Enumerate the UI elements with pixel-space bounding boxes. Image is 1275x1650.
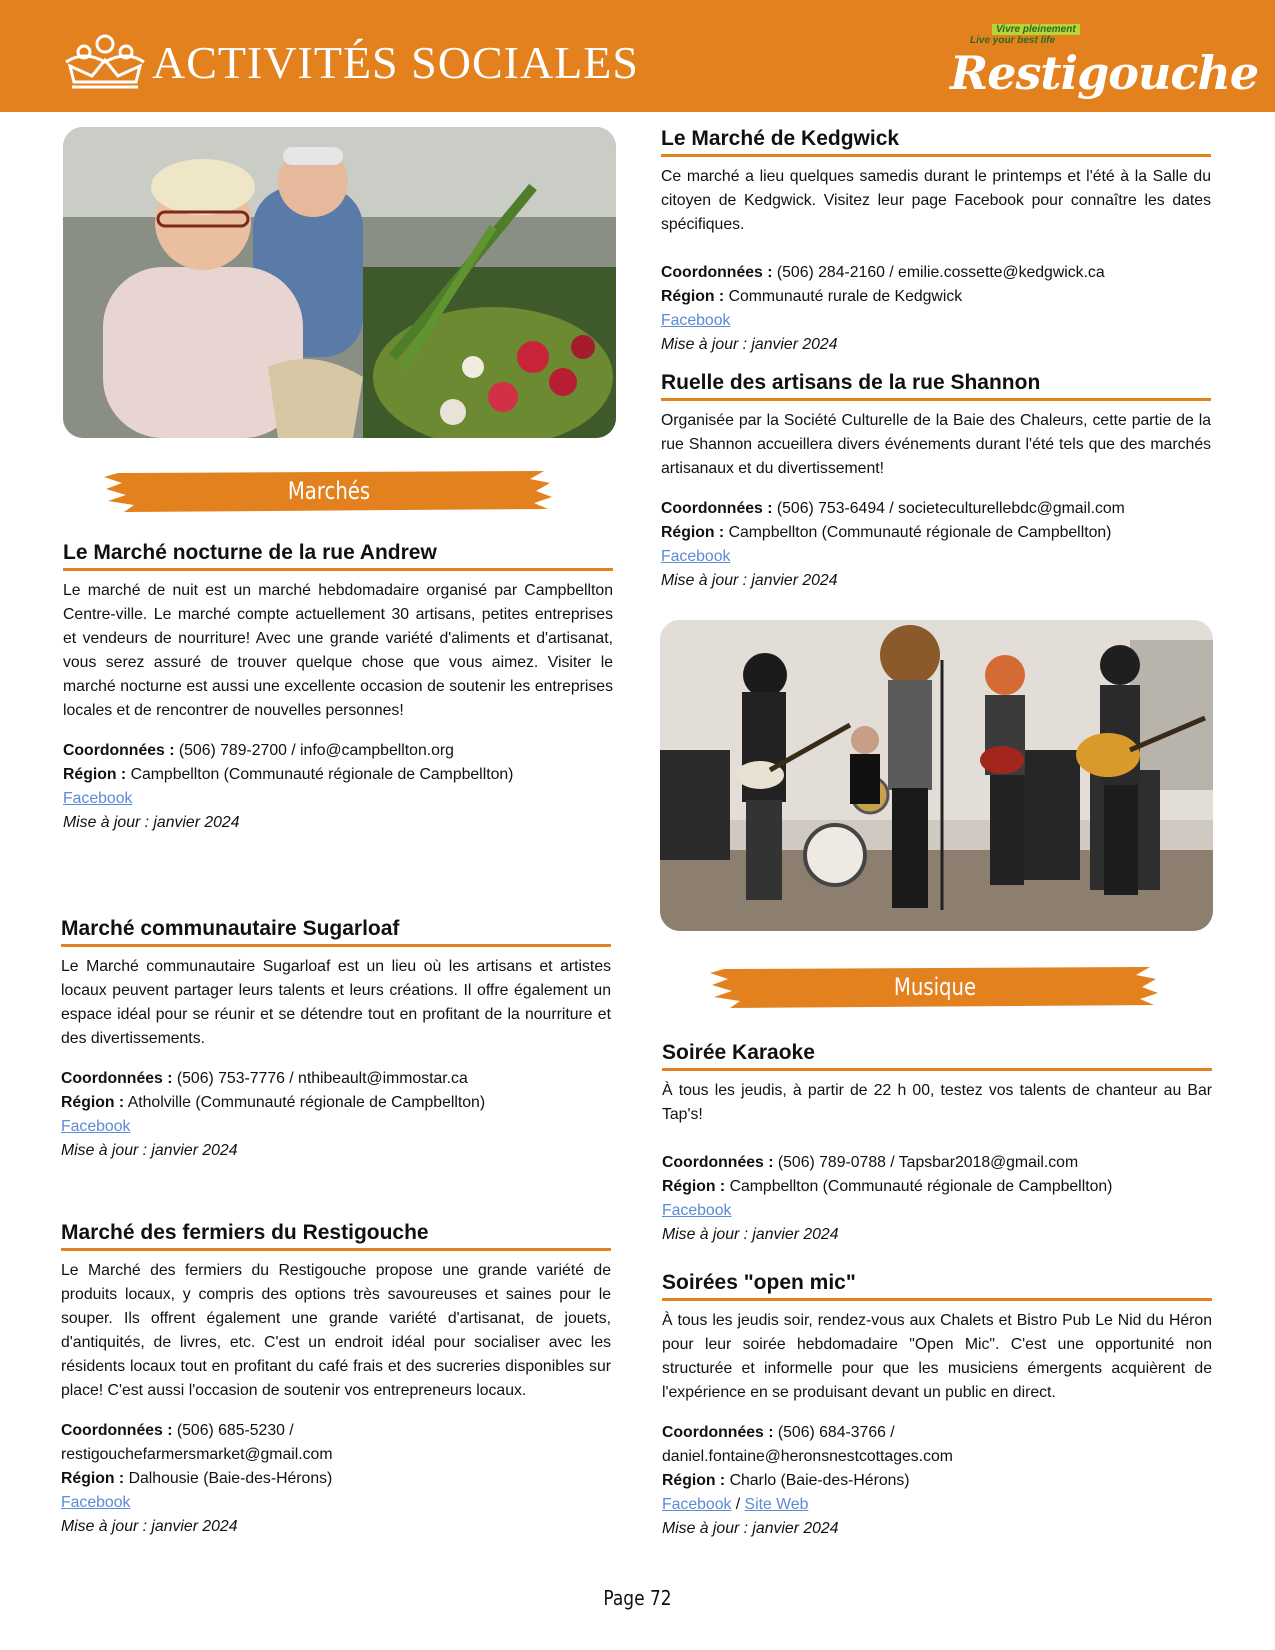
region-value: Communauté rurale de Kedgwick <box>728 288 963 305</box>
update-date: Mise à jour : janvier 2024 <box>61 1518 238 1535</box>
region-value: Dalhousie (Baie-des-Hérons) <box>128 1470 333 1487</box>
page-title: ACTIVITÉS SOCIALES <box>152 37 639 88</box>
brand-tagline-en: Live your best life <box>970 35 1056 46</box>
update-date: Mise à jour : janvier 2024 <box>662 1226 839 1243</box>
coords-value: (506) 685-5230 / <box>176 1422 294 1439</box>
update-date: Mise à jour : janvier 2024 <box>63 814 240 831</box>
entry-title: Soirée Karaoke <box>662 1040 1212 1071</box>
coords-value: (506) 789-2700 / info@campbellton.org <box>178 742 454 759</box>
update-date: Mise à jour : janvier 2024 <box>662 1520 839 1537</box>
region-value: Campbellton (Communauté régionale de Campbellton) <box>130 766 514 783</box>
entry-description: Organisée par la Société Culturelle de la Baie des Chaleurs, cette partie de la rue Shannon accueillera divers événements durant l'été tels que des marchés artisanaux et du divertissement! <box>661 412 1211 477</box>
page-number: Page 72 <box>603 1586 672 1610</box>
facebook-link[interactable]: Facebook <box>662 1496 732 1513</box>
email-value: restigouchefarmersmarket@gmail.com <box>61 1446 333 1463</box>
coords-value: (506) 284-2160 / emilie.cossette@kedgwick.ca <box>776 264 1105 281</box>
entry-contact <box>662 1151 1212 1175</box>
coords-label: Coordonnées : <box>61 1070 173 1087</box>
entry-title: Ruelle des artisans de la rue Shannon <box>661 370 1211 401</box>
coords-value: (506) 789-0788 / Tapsbar2018@gmail.com <box>777 1154 1079 1171</box>
coords-label: Coordonnées : <box>662 1154 774 1171</box>
brand-tagline-fr: Vivre pleinement <box>992 24 1080 35</box>
entry-title: Le Marché de Kedgwick <box>661 126 1211 157</box>
website-link[interactable]: Site Web <box>744 1496 809 1513</box>
coords-label: Coordonnées : <box>661 264 773 281</box>
entry-description: À tous les jeudis, à partir de 22 h 00, testez vos talents de chanteur au Bar Tap's! <box>662 1082 1212 1123</box>
brand-name: Restigouche <box>950 46 1259 100</box>
coords-value: (506) 753-7776 / nthibeault@immostar.ca <box>176 1070 468 1087</box>
coords-value: (506) 684-3766 / <box>777 1424 895 1441</box>
region-label: Région : <box>661 524 725 541</box>
entry-region <box>661 521 1211 545</box>
region-label: Région : <box>662 1472 726 1489</box>
entry-title: Le Marché nocturne de la rue Andrew <box>63 540 613 571</box>
section-title-music: Musique <box>893 973 977 1001</box>
entry-marche-fermiers <box>61 1220 611 1539</box>
market-photo <box>63 127 616 438</box>
entry-description: Le marché de nuit est un marché hebdomadaire organisé par Campbellton Centre-ville. Le marché compte actuellement 30 artisans, petites entreprises et vendeurs de nourriture! Avec une grande variété d'aliments et d'artisanat, vous serez assuré de trouver quelque chose que vous aimez. Visiter le marché nocturne est aussi une excellente occasion de soutenir les entreprises locales et de rencontrer de nouvelles personnes! <box>63 582 613 719</box>
entry-soirees-open-mic <box>662 1270 1212 1541</box>
facebook-link[interactable]: Facebook <box>63 790 133 807</box>
region-label: Région : <box>61 1094 125 1111</box>
entry-region <box>63 763 613 787</box>
band-photo <box>660 620 1213 931</box>
restigouche-logo <box>948 20 1259 106</box>
update-date: Mise à jour : janvier 2024 <box>61 1142 238 1159</box>
page-header <box>0 0 1275 112</box>
entry-title: Soirées "open mic" <box>662 1270 1212 1301</box>
entry-marche-sugarloaf <box>61 916 611 1163</box>
entry-region <box>661 285 1211 309</box>
region-label: Région : <box>61 1470 125 1487</box>
entry-contact <box>662 1421 1212 1445</box>
facebook-link[interactable]: Facebook <box>661 312 731 329</box>
entry-contact <box>661 497 1211 521</box>
region-value: Atholville (Communauté régionale de Campbellton) <box>127 1094 486 1111</box>
entry-region <box>662 1469 1212 1493</box>
facebook-link[interactable]: Facebook <box>661 548 731 565</box>
facebook-link[interactable]: Facebook <box>61 1494 131 1511</box>
region-value: Charlo (Baie-des-Hérons) <box>729 1472 910 1489</box>
entry-description: Le Marché des fermiers du Restigouche propose une grande variété de produits locaux, y compris des options très savoureuses et saines pour le souper. Ils offrent également une grande variété d'artisanat, de jouets, d'antiquités, de livres, etc. C'est un endroit idéal pour socialiser avec les résidents locaux tout en profitant du café frais et des sucreries disponibles sur place! C'est aussi l'occasion de soutenir vos entrepreneurs locaux. <box>61 1262 611 1399</box>
facebook-link[interactable]: Facebook <box>662 1202 732 1219</box>
coords-label: Coordonnées : <box>662 1424 774 1441</box>
people-crown-icon <box>62 32 148 90</box>
entry-ruelle-shannon <box>661 370 1211 593</box>
section-title-markets: Marchés <box>287 477 371 505</box>
facebook-link[interactable]: Facebook <box>61 1118 131 1135</box>
region-value: Campbellton (Communauté régionale de Campbellton) <box>728 524 1112 541</box>
entry-region <box>61 1467 611 1491</box>
entry-region <box>662 1175 1212 1199</box>
link-separator: / <box>735 1496 741 1513</box>
update-date: Mise à jour : janvier 2024 <box>661 336 838 353</box>
entry-region <box>61 1091 611 1115</box>
section-banner-markets <box>104 467 554 515</box>
region-label: Région : <box>63 766 127 783</box>
region-label: Région : <box>661 288 725 305</box>
section-banner-music <box>710 963 1160 1011</box>
coords-label: Coordonnées : <box>61 1422 173 1439</box>
region-label: Région : <box>662 1178 726 1195</box>
entry-contact <box>61 1067 611 1091</box>
email-value: daniel.fontaine@heronsnestcottages.com <box>662 1448 953 1465</box>
entry-description: À tous les jeudis soir, rendez-vous aux Chalets et Bistro Pub Le Nid du Héron pour leur soirée hebdomadaire "Open Mic". C'est une opportunité non structurée et informelle pour que les musiciens émergents acquièrent de l'expérience en se produisant devant un public en direct. <box>662 1312 1212 1401</box>
entry-title: Marché communautaire Sugarloaf <box>61 916 611 947</box>
entry-contact <box>61 1419 611 1443</box>
coords-value: (506) 753-6494 / societeculturellebdc@gmail.com <box>776 500 1125 517</box>
entry-contact <box>63 739 613 763</box>
region-value: Campbellton (Communauté régionale de Campbellton) <box>729 1178 1113 1195</box>
entry-description: Le Marché communautaire Sugarloaf est un lieu où les artisans et artistes locaux peuvent partager leurs talents et leurs créations. Il offre également un espace idéal pour se réunir et se détendre tout en profitant de la nourriture et des divertissements. <box>61 958 611 1047</box>
entry-marche-kedgwick <box>661 126 1211 357</box>
entry-description: Ce marché a lieu quelques samedis durant le printemps et l'été à la Salle du citoyen de Kedgwick. Visitez leur page Facebook pour connaître les dates spécifiques. <box>661 168 1211 233</box>
coords-label: Coordonnées : <box>661 500 773 517</box>
entry-soiree-karaoke <box>662 1040 1212 1247</box>
coords-label: Coordonnées : <box>63 742 175 759</box>
update-date: Mise à jour : janvier 2024 <box>661 572 838 589</box>
entry-title: Marché des fermiers du Restigouche <box>61 1220 611 1251</box>
entry-contact <box>661 261 1211 285</box>
entry-marche-andrew <box>63 540 613 835</box>
